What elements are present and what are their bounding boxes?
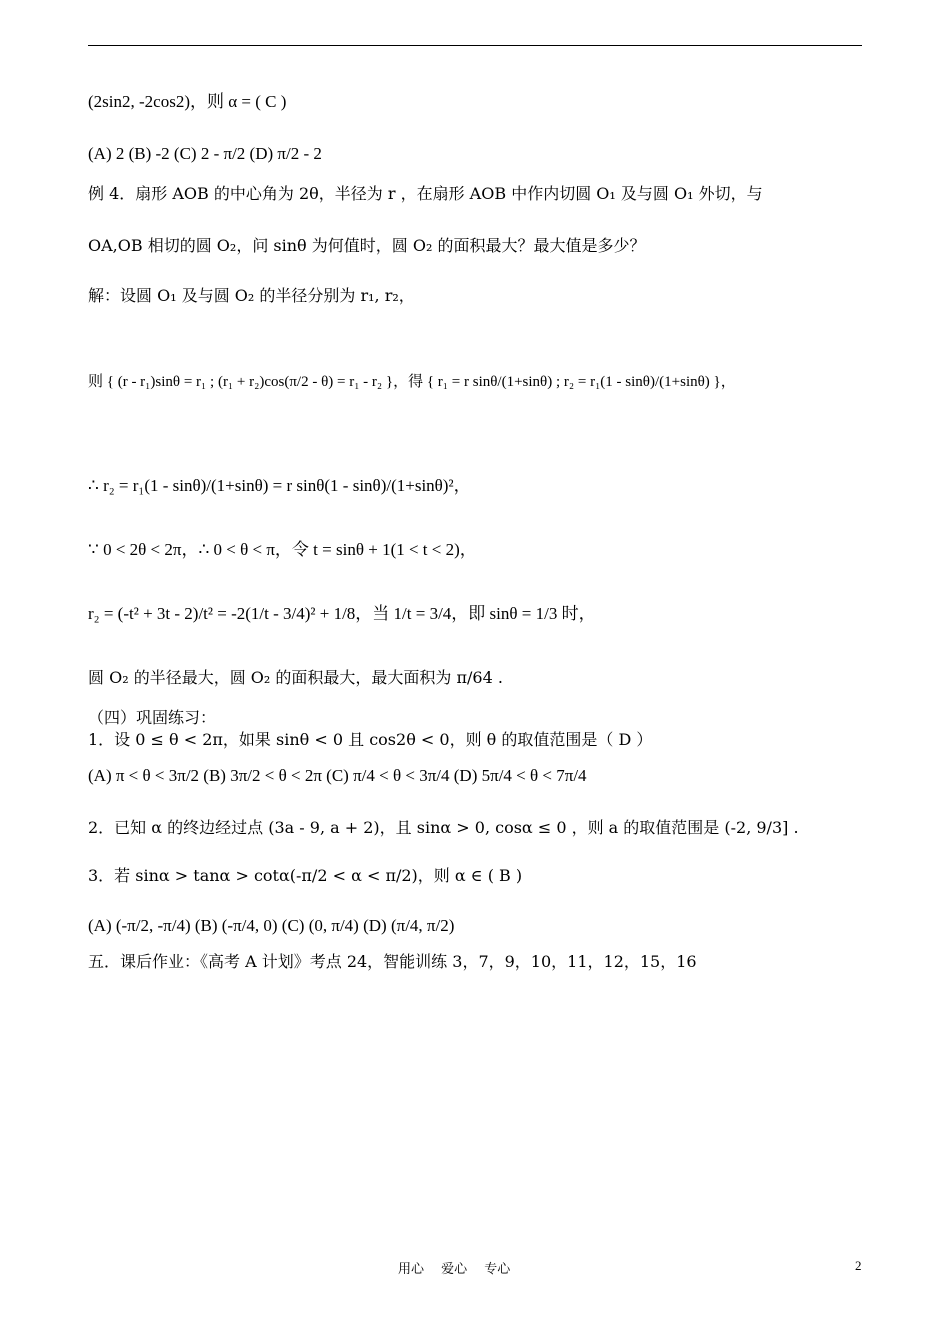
line-15 bbox=[88, 866, 522, 886]
line-11 bbox=[88, 708, 216, 728]
footer-text: 用心 爱心 专心 bbox=[398, 1262, 511, 1277]
text-line: 圆 O₂ 的半径最大，圆 O₂ 的面积最大，最大面积为 π/64 . bbox=[88, 668, 503, 687]
text-line: (A) π < θ < 3π/2 (B) 3π/2 < θ < 2π (C) π/4 < θ < 3π/4 (D) 5π/4 < θ < 7π/4 bbox=[88, 766, 587, 785]
line-8 bbox=[88, 540, 477, 560]
line-12 bbox=[88, 730, 652, 750]
text-line: 解：设圆 O₁ 及与圆 O₂ 的半径分别为 r₁, r₂， bbox=[88, 286, 415, 305]
line-6 bbox=[88, 372, 736, 392]
text-line: ∵ 0 < 2θ < 2π，∴ 0 < θ < π，令 t = sinθ + 1(1 < t < 2)， bbox=[88, 540, 477, 559]
text-line: (2sin2, -2cos2)，则 α = ( C ) bbox=[88, 92, 287, 111]
text-line: 3．若 sinα > tanα > cotα(-π/2 < α < π/2)，则 α ∈ ( B ) bbox=[88, 866, 523, 885]
line-5 bbox=[88, 286, 415, 306]
line-9 bbox=[88, 604, 596, 624]
text-line: r₂ = (-t² + 3t - 2)/t² = -2(1/t - 3/4)² + 1/8，当 1/t = 3/4，即 sinθ = 1/3 时， bbox=[88, 604, 596, 623]
line-2 bbox=[88, 144, 322, 164]
text-line: 五．课后作业：《高考 A 计划》考点 24，智能训练 3，7，9，10，11，12，15，16 bbox=[88, 952, 697, 971]
text-line: 1．设 0 ≤ θ < 2π，如果 sinθ < 0 且 cos2θ < 0，则 θ 的取值范围是（ D ） bbox=[88, 730, 653, 749]
line-17 bbox=[88, 952, 697, 972]
text-line: (A) 2 (B) -2 (C) 2 - π/2 (D) π/2 - 2 bbox=[88, 144, 322, 163]
text-line: ∴ r₂ = r₁(1 - sinθ)/(1+sinθ) = r sinθ(1 - sinθ)/(1+sinθ)²， bbox=[88, 476, 471, 495]
text-line: OA,OB 相切的圆 O₂，问 sinθ 为何值时，圆 O₂ 的面积最大？最大值是多少？ bbox=[88, 236, 646, 255]
line-7 bbox=[88, 476, 471, 496]
line-16 bbox=[88, 916, 454, 936]
line-1 bbox=[88, 92, 286, 112]
text-line: 2．已知 α 的终边经过点 (3a - 9, a + 2)，且 sinα > 0, cosα ≤ 0 ，则 a 的取值范围是 (-2, 9/3] . bbox=[88, 818, 799, 837]
line-10 bbox=[88, 668, 503, 688]
text-line: 例 4．扇形 AOB 的中心角为 2θ，半径为 r ，在扇形 AOB 中作内切圆 O₁ 及与圆 O₁ 外切，与 bbox=[88, 184, 763, 203]
line-4 bbox=[88, 236, 645, 256]
text-line: （四）巩固练习： bbox=[88, 708, 217, 727]
text-line: (A) (-π/2, -π/4) (B) (-π/4, 0) (C) (0, π/4) (D) (π/4, π/2) bbox=[88, 916, 455, 935]
page-number: 2 bbox=[855, 1258, 862, 1273]
line-13 bbox=[88, 766, 587, 786]
text-line: 则 { (r - r₁)sinθ = r₁ ; (r₁ + r₂)cos(π/2 - θ) = r₁ - r₂ }，得 { r₁ = r sinθ/(1+sinθ) ; r₂ = r₁(1 - sinθ)/(1+sinθ) }， bbox=[88, 374, 736, 390]
header-rule bbox=[88, 45, 862, 46]
line-14 bbox=[88, 818, 799, 838]
line-3 bbox=[88, 184, 763, 204]
